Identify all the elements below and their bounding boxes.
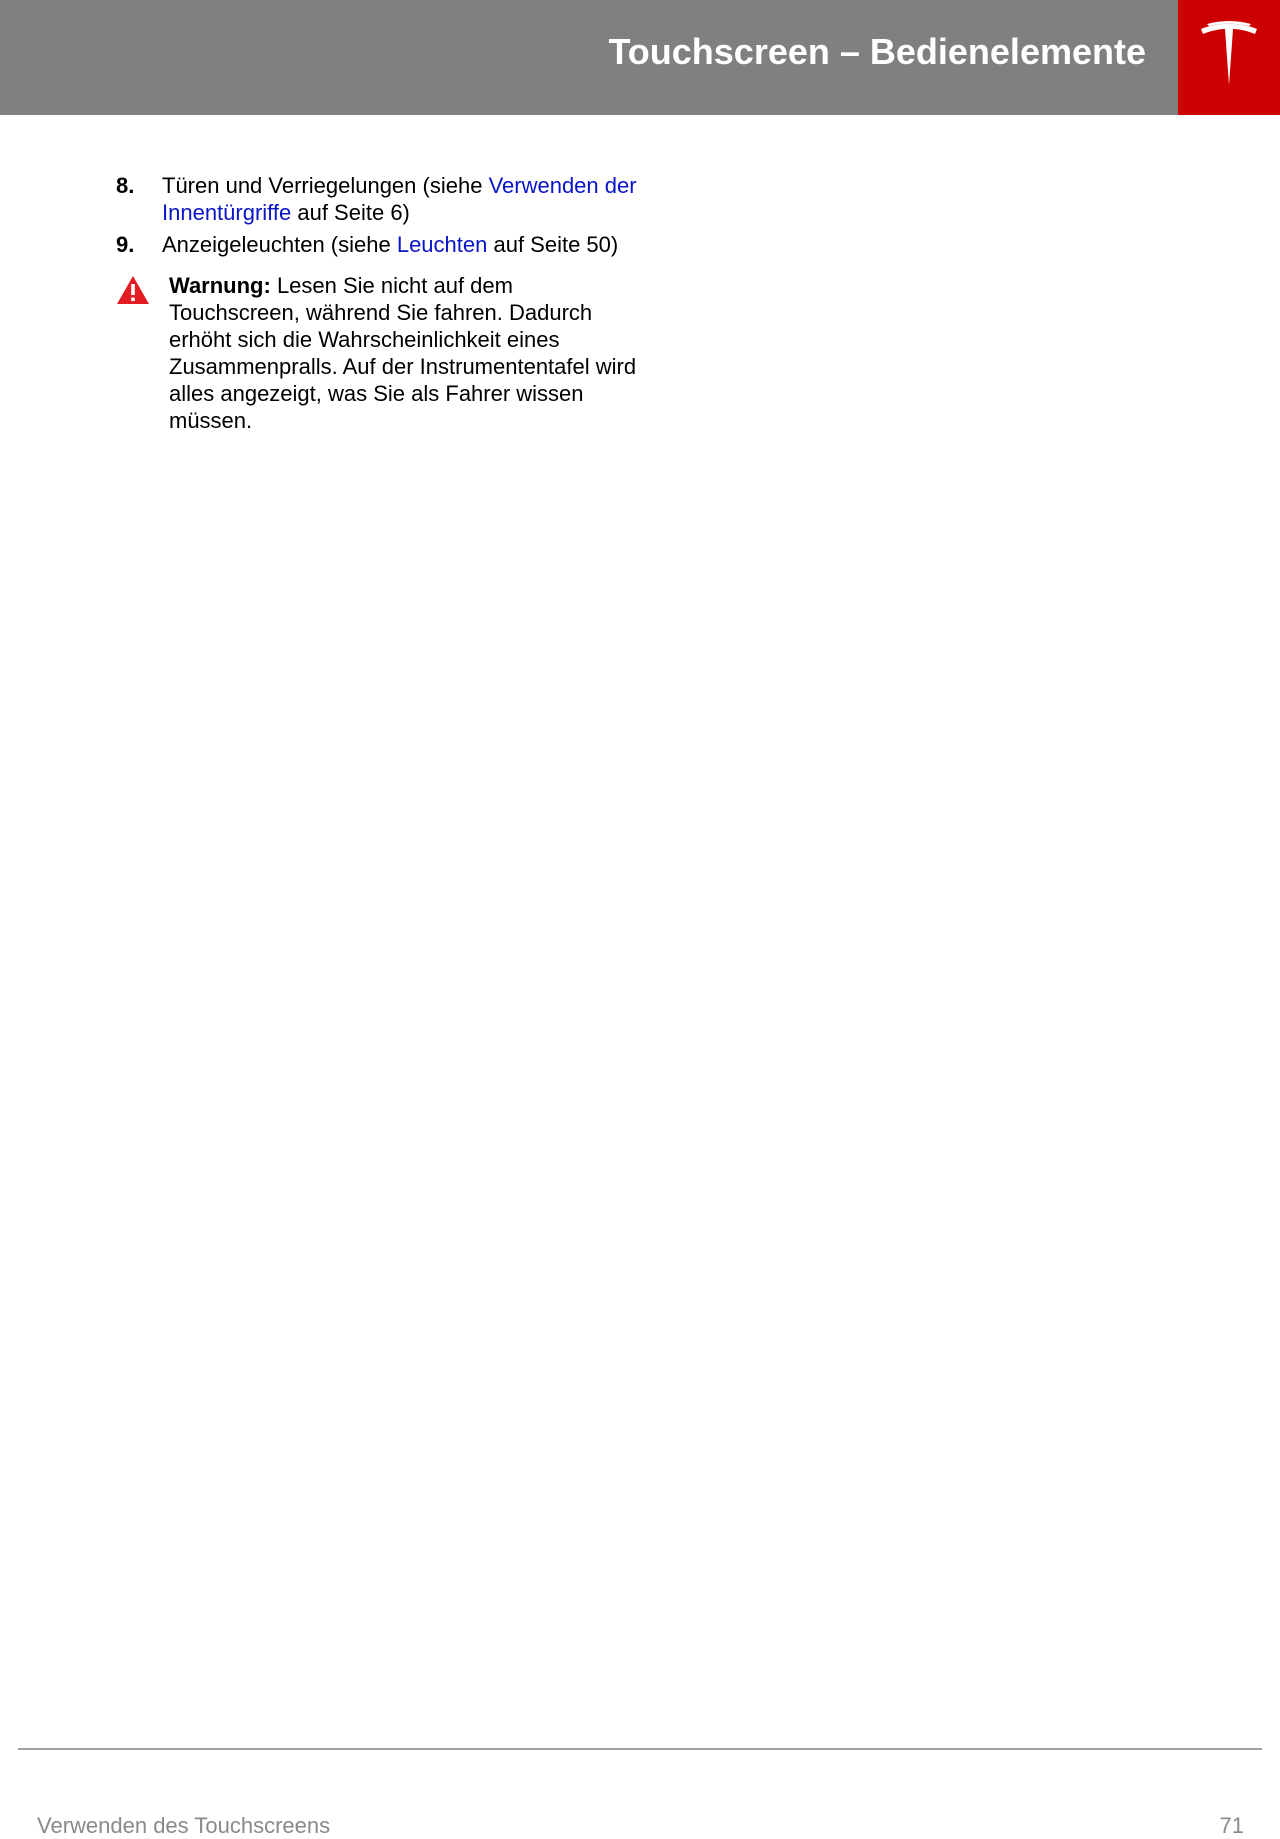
footer-divider xyxy=(18,1748,1262,1750)
link-leuchten[interactable]: Leuchten xyxy=(396,232,488,257)
item-text-after: auf Seite 50) xyxy=(487,232,619,257)
warning-text xyxy=(169,272,639,434)
item-number: 8. xyxy=(116,173,135,198)
item-text: Anzeigeleuchten (siehe xyxy=(162,232,397,257)
page-title: Touchscreen – Bedienelemente xyxy=(608,31,1146,72)
brand-logo xyxy=(1178,0,1280,115)
page-header xyxy=(0,0,1178,115)
item-text-after: auf Seite 6) xyxy=(291,200,410,225)
footer-section-title: Verwenden des Touchscreens xyxy=(37,1813,331,1838)
warning-triangle-icon xyxy=(116,275,150,305)
item-number: 9. xyxy=(116,232,135,257)
link-innentuergriffe[interactable]: Verwenden der Innentürgriffe xyxy=(162,173,637,225)
numbered-list xyxy=(116,172,656,263)
warning-label: Warnung: xyxy=(169,273,271,298)
list-item xyxy=(116,172,656,226)
list-item xyxy=(116,231,656,258)
item-text: Türen und Verriegelungen (siehe xyxy=(162,173,489,198)
page-number: 71 xyxy=(1219,1813,1244,1838)
warning-body: Lesen Sie nicht auf dem Touchscreen, während Sie fahren. Dadurch erhöht sich die Wahrscheinlichkeit eines Zusammenpralls. Auf der Instrumententafel wird alles angezeigt, was Sie als Fahrer wissen müssen. xyxy=(169,273,637,433)
tesla-logo-icon xyxy=(1199,21,1259,87)
